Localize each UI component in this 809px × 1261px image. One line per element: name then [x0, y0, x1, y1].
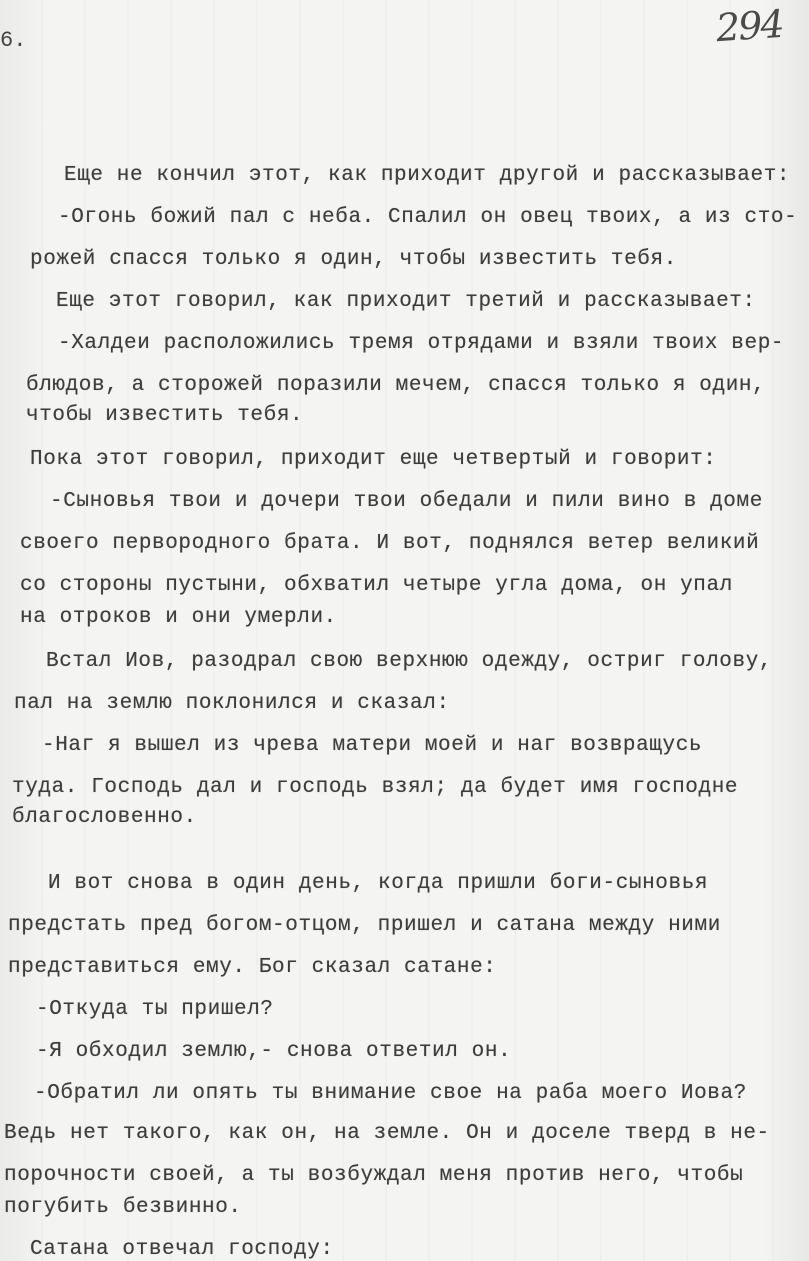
text-line: Встал Иов, разодрал свою верхнюю одежду, остриг голову, — [46, 650, 773, 673]
handwritten-page-number: 294 — [715, 1, 785, 51]
text-line: порочности своей, а ты возбуждал меня против него, чтобы — [4, 1164, 744, 1187]
text-line: благословенно. — [12, 806, 197, 829]
text-line: чтобы известить тебя. — [26, 404, 304, 427]
text-line: погубить безвинно. — [4, 1196, 242, 1219]
text-line: со стороны пустыни, обхватил четыре угла дома, он упал — [20, 574, 733, 597]
text-line: И вот снова в один день, когда пришли боги-сыновья — [48, 872, 709, 895]
text-line: -Откуда ты пришел? — [36, 998, 274, 1021]
text-line: -Я обходил землю,- снова ответил он. — [36, 1040, 512, 1063]
text-line: -Обратил ли опять ты внимание свое на раба моего Иова? — [34, 1082, 747, 1105]
text-line: представиться ему. Бог сказал сатане: — [8, 956, 497, 979]
text-line: Еще не кончил этот, как приходит другой и рассказывает: — [64, 164, 791, 187]
text-line: блюдов, а сторожей поразили мечем, спасся только я один, — [26, 374, 766, 397]
text-line: -Сыновья твои и дочери твои обедали и пили вино в доме — [50, 490, 763, 513]
text-line: Ведь нет такого, как он, на земле. Он и доселе тверд в не- — [4, 1122, 770, 1145]
text-line: рожей спасся только я один, чтобы известить тебя. — [30, 248, 677, 271]
page-corner-mark: 6. — [0, 28, 27, 53]
text-line: предстать пред богом-отцом, пришел и сатана между ними — [8, 914, 721, 937]
text-line: -Наг я вышел из чрева матери моей и наг возвращусь — [42, 734, 703, 757]
text-line: Сатана отвечал господу: — [30, 1238, 334, 1261]
text-line: на отроков и они умерли. — [20, 606, 337, 629]
text-line: -Халдеи расположились тремя отрядами и взяли твоих вер- — [58, 332, 785, 355]
text-line: Пока этот говорил, приходит еще четвертый и говорит: — [30, 448, 717, 471]
text-line: пал на землю поклонился и сказал: — [14, 692, 450, 715]
text-line: туда. Господь дал и господь взял; да будет имя господне — [12, 776, 739, 799]
text-line: своего первородного брата. И вот, поднялся ветер великий — [20, 532, 760, 555]
text-line: -Огонь божий пал с неба. Спалил он овец твоих, а из сто- — [58, 206, 798, 229]
text-line: Еще этот говорил, как приходит третий и рассказывает: — [56, 290, 756, 313]
